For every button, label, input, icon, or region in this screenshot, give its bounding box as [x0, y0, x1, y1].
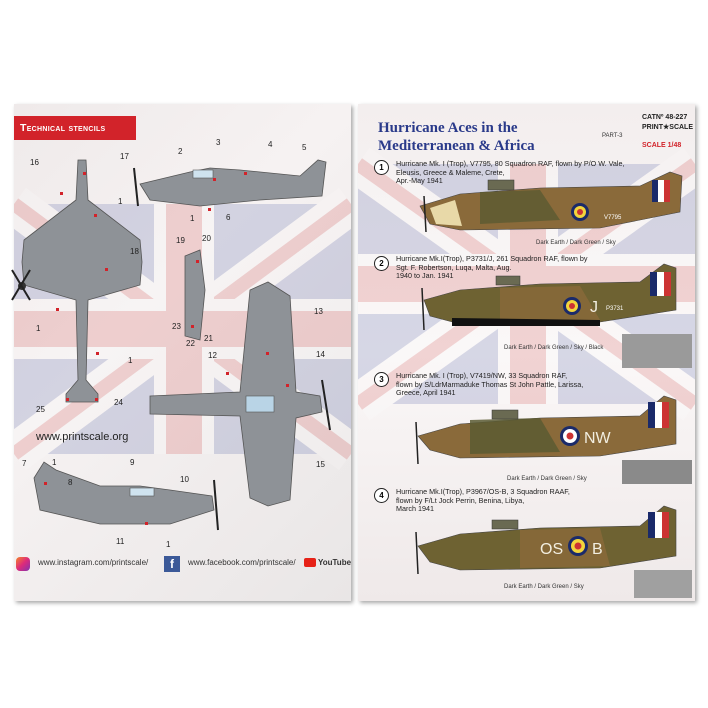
- code-letter-2: J: [590, 299, 598, 316]
- serial-1: V7795: [604, 215, 622, 221]
- camouflage-2: Dark Earth / Dark Green / Sky / Black: [504, 345, 604, 351]
- callout-13: 13: [314, 307, 323, 316]
- callout-5: 5: [302, 143, 307, 152]
- technical-stencils-tab: Technical stencils: [14, 116, 136, 140]
- callout-21: 21: [204, 334, 213, 343]
- callout-3: 3: [216, 138, 221, 147]
- facebook-icon: f: [164, 556, 180, 572]
- callout-1f: 1: [166, 540, 171, 549]
- sheet-title-line1: Hurricane Aces in the: [378, 120, 518, 136]
- callout-1e: 1: [52, 458, 57, 467]
- callout-9: 9: [130, 458, 135, 467]
- instagram-link[interactable]: www.instagram.com/printscale/: [38, 558, 149, 567]
- camouflage-4: Dark Earth / Dark Green / Sky: [504, 584, 584, 590]
- entry-description-3: Hurricane Mk. I (Trop), V7419/NW, 33 Squadron RAF, flown by S/LdrMarmaduke Thomas St John Pattle, Larissa, Greece, April 1941: [396, 371, 584, 398]
- callout-11: 11: [116, 537, 125, 546]
- callout-22: 22: [186, 339, 195, 348]
- callout-4: 4: [268, 140, 273, 149]
- callout-6: 6: [226, 213, 231, 222]
- callout-12: 12: [208, 351, 217, 360]
- camouflage-3: Dark Earth / Dark Green / Sky: [507, 476, 587, 482]
- callout-23: 23: [172, 322, 181, 331]
- profile-aircraft-3: [416, 396, 676, 464]
- website-link[interactable]: www.printscale.org: [36, 431, 129, 443]
- scale-label: SCALE 1/48: [642, 142, 682, 149]
- entry-number-1: 1: [374, 160, 389, 175]
- youtube-link[interactable]: YouTube: [318, 558, 352, 567]
- entry-description-1: Hurricane Mk. I (Trop), V7795, 80 Squadron RAF, flown by P/O W. Vale, Eleusis, Greece & Maleme, Crete, Apr.-May 1941: [396, 159, 625, 186]
- serial-2: P3731: [606, 306, 624, 312]
- callout-25: 25: [36, 405, 45, 414]
- callout-1a: 1: [118, 197, 123, 206]
- callout-1c: 1: [128, 356, 133, 365]
- profile-aircraft-2: [422, 264, 676, 330]
- callout-10: 10: [180, 475, 189, 484]
- code-letter-4b: B: [592, 541, 603, 558]
- sheet-title-line2: Mediterranean & Africa: [378, 138, 535, 154]
- callout-17: 17: [120, 152, 129, 161]
- entry-number-2: 2: [374, 256, 389, 271]
- callout-7: 7: [22, 459, 27, 468]
- callout-20: 20: [202, 234, 211, 243]
- entry-description-2: Hurricane Mk.I(Trop), P3731/J, 261 Squadron RAF, flown by Sgt. F. Robertson, Luqa, Malta, Aug. 1940 to Jan. 1941: [396, 254, 588, 281]
- callout-24: 24: [114, 398, 123, 407]
- period-photo-3: [622, 460, 692, 484]
- brand-logo: PRINT★SCALE: [642, 124, 693, 131]
- callout-19: 19: [176, 236, 185, 245]
- callout-14: 14: [316, 350, 325, 359]
- callout-1d: 1: [190, 214, 195, 223]
- camouflage-1: Dark Earth / Dark Green / Sky: [536, 240, 616, 246]
- entry-number-4: 4: [374, 488, 389, 503]
- part-label: PART-3: [602, 133, 623, 139]
- entry-number-3: 3: [374, 372, 389, 387]
- profile-aircraft-4: [416, 506, 676, 574]
- period-photo-2: [622, 334, 692, 368]
- code-letters-3: NW: [584, 430, 611, 447]
- period-photo-4: [634, 570, 692, 598]
- catalog-number: CATNº 48-227: [642, 114, 688, 121]
- profile-aircraft-1: [420, 172, 682, 232]
- entry-description-4: Hurricane Mk.I(Trop), P3967/OS-B, 3 Squadron RAAF, flown by F/Lt Jock Perrin, Benina, Libya, March 1941: [396, 487, 570, 514]
- callout-15: 15: [316, 460, 325, 469]
- callout-16: 16: [30, 158, 39, 167]
- callout-1b: 1: [36, 324, 41, 333]
- callout-18: 18: [130, 247, 139, 256]
- code-letters-4a: OS: [540, 541, 564, 558]
- callout-8: 8: [68, 478, 73, 487]
- callout-2: 2: [178, 147, 183, 156]
- facebook-link[interactable]: www.facebook.com/printscale/: [188, 558, 296, 567]
